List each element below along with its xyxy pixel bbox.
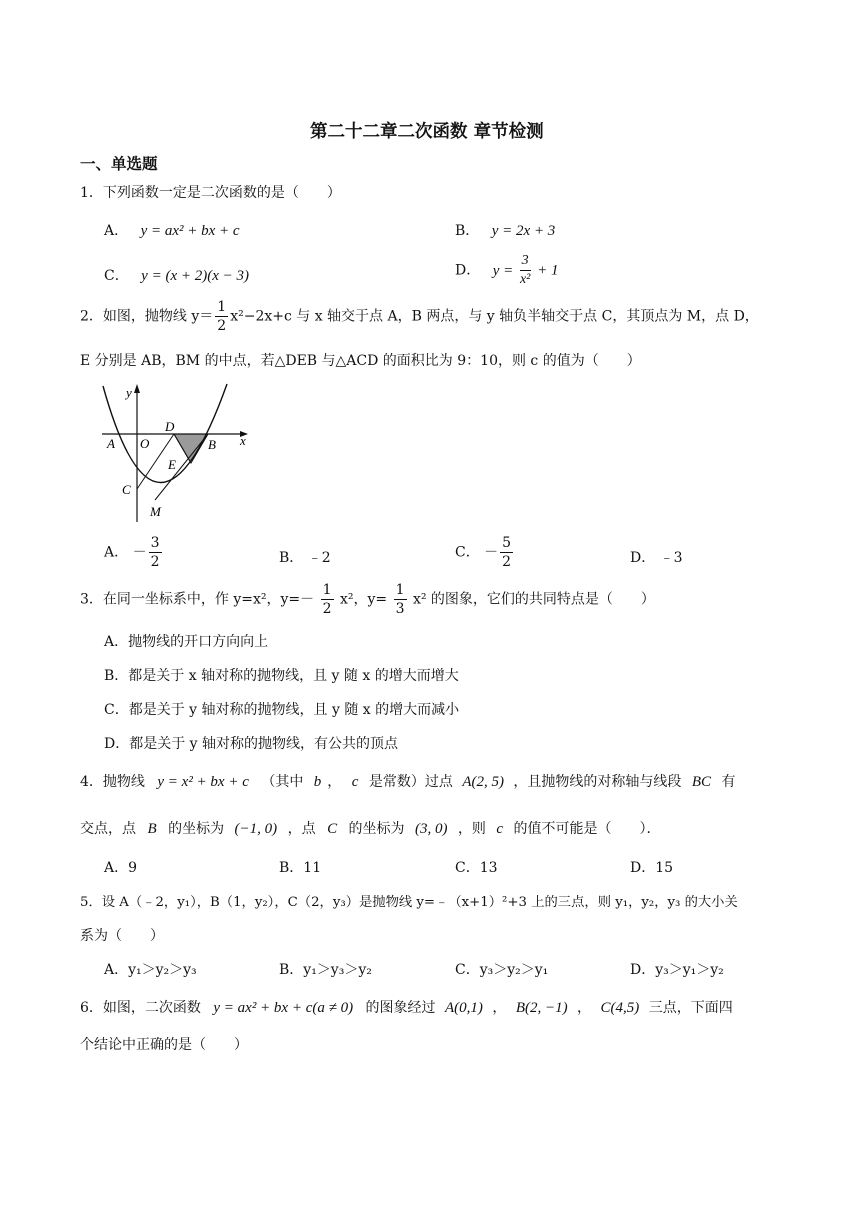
q5-option-b: B．y₁＞y₃＞y₂ xyxy=(279,962,372,978)
q4-option-d: D．15 xyxy=(630,860,674,876)
math-expression: y = 2x + 3 xyxy=(491,223,556,239)
fraction: $\frac{5}{2}$ xyxy=(502,535,512,570)
option-value: ﹣3 xyxy=(659,550,683,566)
math-expression: (−1, 0) xyxy=(234,821,278,837)
q2-option-d xyxy=(630,547,683,567)
q6-text: ， xyxy=(492,1000,507,1016)
option-label: D． xyxy=(455,262,481,279)
math-variable: c xyxy=(496,821,504,837)
q4-text: 的坐标为 xyxy=(348,821,405,837)
label-a: A xyxy=(107,436,115,451)
label-m: M xyxy=(150,504,161,519)
q2-parabola-figure xyxy=(100,380,260,525)
math-expression: y = ax² + bx + c xyxy=(140,223,240,239)
q2-option-a xyxy=(104,536,164,569)
math-expression: + 1 xyxy=(537,262,559,279)
q4-text: ，且抛物线的对称轴与线段 xyxy=(513,774,682,790)
minus-sign: － xyxy=(484,544,499,561)
q4-text: （其中 xyxy=(261,774,304,790)
math-expression: C(4,5) xyxy=(600,1000,640,1016)
q5-line-2: 系为（ ） xyxy=(80,928,164,944)
label-e: E xyxy=(168,457,176,472)
q3-stem xyxy=(80,583,655,616)
q4-line-2 xyxy=(80,818,661,838)
fraction: $\frac{1}{3}$ xyxy=(395,582,405,617)
fraction: $\frac{3}{\text{x²}}$ xyxy=(519,253,531,287)
q3-text: x² 的图象，它们的共同特点是（ ） xyxy=(412,591,655,608)
option-label: A． xyxy=(104,544,129,561)
q4-text: 的值不可能是（ ）． xyxy=(513,821,661,837)
y-axis-arrow-icon xyxy=(134,384,140,393)
math-expression: y = (x + 2)(x − 3) xyxy=(141,268,249,284)
option-label: B． xyxy=(455,223,480,239)
label-y: y xyxy=(126,385,132,400)
minus-sign: － xyxy=(132,544,147,561)
option-value: ﹣2 xyxy=(307,550,331,566)
label-x: x xyxy=(240,433,246,448)
q6-text: 的图象经过 xyxy=(365,1000,436,1016)
q2-option-b xyxy=(279,547,331,567)
q4-text: 交点，点 xyxy=(80,821,136,837)
q3-option-d: D．都是关于 y 轴对称的抛物线，有公共的顶点 xyxy=(104,736,399,752)
math-expression: y = xyxy=(492,262,514,279)
q4-text: ，则 xyxy=(457,821,486,837)
label-o: O xyxy=(140,436,150,451)
label-c: C xyxy=(122,482,131,497)
math-expression: A(2, 5) xyxy=(462,774,504,790)
q4-text: 是常数）过点 xyxy=(368,774,453,790)
q5-option-a: A．y₁＞y₂＞y₃ xyxy=(104,962,197,978)
label-b: B xyxy=(208,437,216,452)
math-expression: (3, 0) xyxy=(414,821,448,837)
q3-option-c: C．都是关于 y 轴对称的抛物线，且 y 随 x 的增大而减小 xyxy=(104,702,460,718)
q6-text: ， xyxy=(577,1000,592,1016)
fraction: $\frac{1}{2}$ xyxy=(217,299,227,334)
math-variable: C xyxy=(327,821,338,837)
math-expression: y = x² + bx + c xyxy=(157,774,249,790)
q5-option-d: D．y₃＞y₁＞y₂ xyxy=(630,962,724,978)
q6-line-1 xyxy=(80,997,733,1017)
q3-text: x²，y= xyxy=(339,591,388,608)
q1-option-d xyxy=(455,254,559,287)
q3-text: 3．在同一坐标系中，作 y=x²，y=－ xyxy=(80,591,315,608)
fraction: $\frac{1}{2}$ xyxy=(322,582,332,617)
math-expression: B(2, −1) xyxy=(515,1000,568,1016)
q4-text: ，点 xyxy=(287,821,316,837)
option-label: D． xyxy=(630,550,656,566)
fraction: $\frac{3}{2}$ xyxy=(150,535,160,570)
q1-stem: 1．下列函数一定是二次函数的是（ ） xyxy=(80,185,341,201)
page-title: 第二十二章二次函数 章节检测 xyxy=(310,122,544,142)
q5-line-1: 5．设 A（﹣2，y₁），B（1，y₂），C（2，y₃）是抛物线 y=﹣（x+1）²+3 上的三点，则 y₁，y₂，y₃ 的大小关 xyxy=(80,895,738,910)
q2-line-2: E 分别是 AB，BM 的中点，若△DEB 与△ACD 的面积比为 9：10，则 c 的值为（ ） xyxy=(80,353,641,369)
shaded-triangle-deb xyxy=(174,434,208,463)
q3-option-b: B．都是关于 x 轴对称的抛物线，且 y 随 x 的增大而增大 xyxy=(104,668,459,684)
q4-text: ， xyxy=(327,774,342,790)
option-label: C． xyxy=(104,268,129,284)
q6-line-2: 个结论中正确的是（ ） xyxy=(80,1037,248,1053)
q6-text: 6．如图，二次函数 xyxy=(80,1000,201,1016)
q1-option-a xyxy=(104,220,240,240)
q6-text: 三点，下面四 xyxy=(648,1000,733,1016)
q4-option-c: C．13 xyxy=(455,860,498,876)
math-expression: y = ax² + bx + c(a ≠ 0) xyxy=(213,1000,354,1016)
q4-option-b: B．11 xyxy=(279,860,322,876)
math-variable: BC xyxy=(691,774,712,790)
option-label: B． xyxy=(279,550,304,566)
q4-line-1 xyxy=(80,771,736,791)
math-variable: B xyxy=(147,821,157,837)
q2-line-1 xyxy=(80,300,759,333)
q2-text: x²−2x+c 与 x 轴交于点 A，B 两点，与 y 轴负半轴交于点 C，其顶点为 M，点 D， xyxy=(230,308,759,325)
option-label: A． xyxy=(104,223,129,239)
q3-option-a: A．抛物线的开口方向向上 xyxy=(104,634,269,650)
q2-option-c xyxy=(455,536,515,569)
option-label: C． xyxy=(455,544,480,561)
math-variable: c xyxy=(351,774,359,790)
q4-text: 有 xyxy=(721,774,736,790)
math-expression: A(0,1) xyxy=(445,1000,483,1016)
math-variable: b xyxy=(313,774,322,790)
q5-option-c: C．y₃＞y₂＞y₁ xyxy=(455,962,549,978)
q2-text: 2．如图，抛物线 y＝ xyxy=(80,308,214,325)
q1-option-c xyxy=(104,265,249,285)
q4-option-a: A．9 xyxy=(104,860,138,876)
q4-text: 4．抛物线 xyxy=(80,774,145,790)
q4-text: 的坐标为 xyxy=(168,821,225,837)
q1-option-b xyxy=(455,220,555,240)
section-heading: 一、单选题 xyxy=(80,155,158,173)
label-d: D xyxy=(165,419,175,434)
